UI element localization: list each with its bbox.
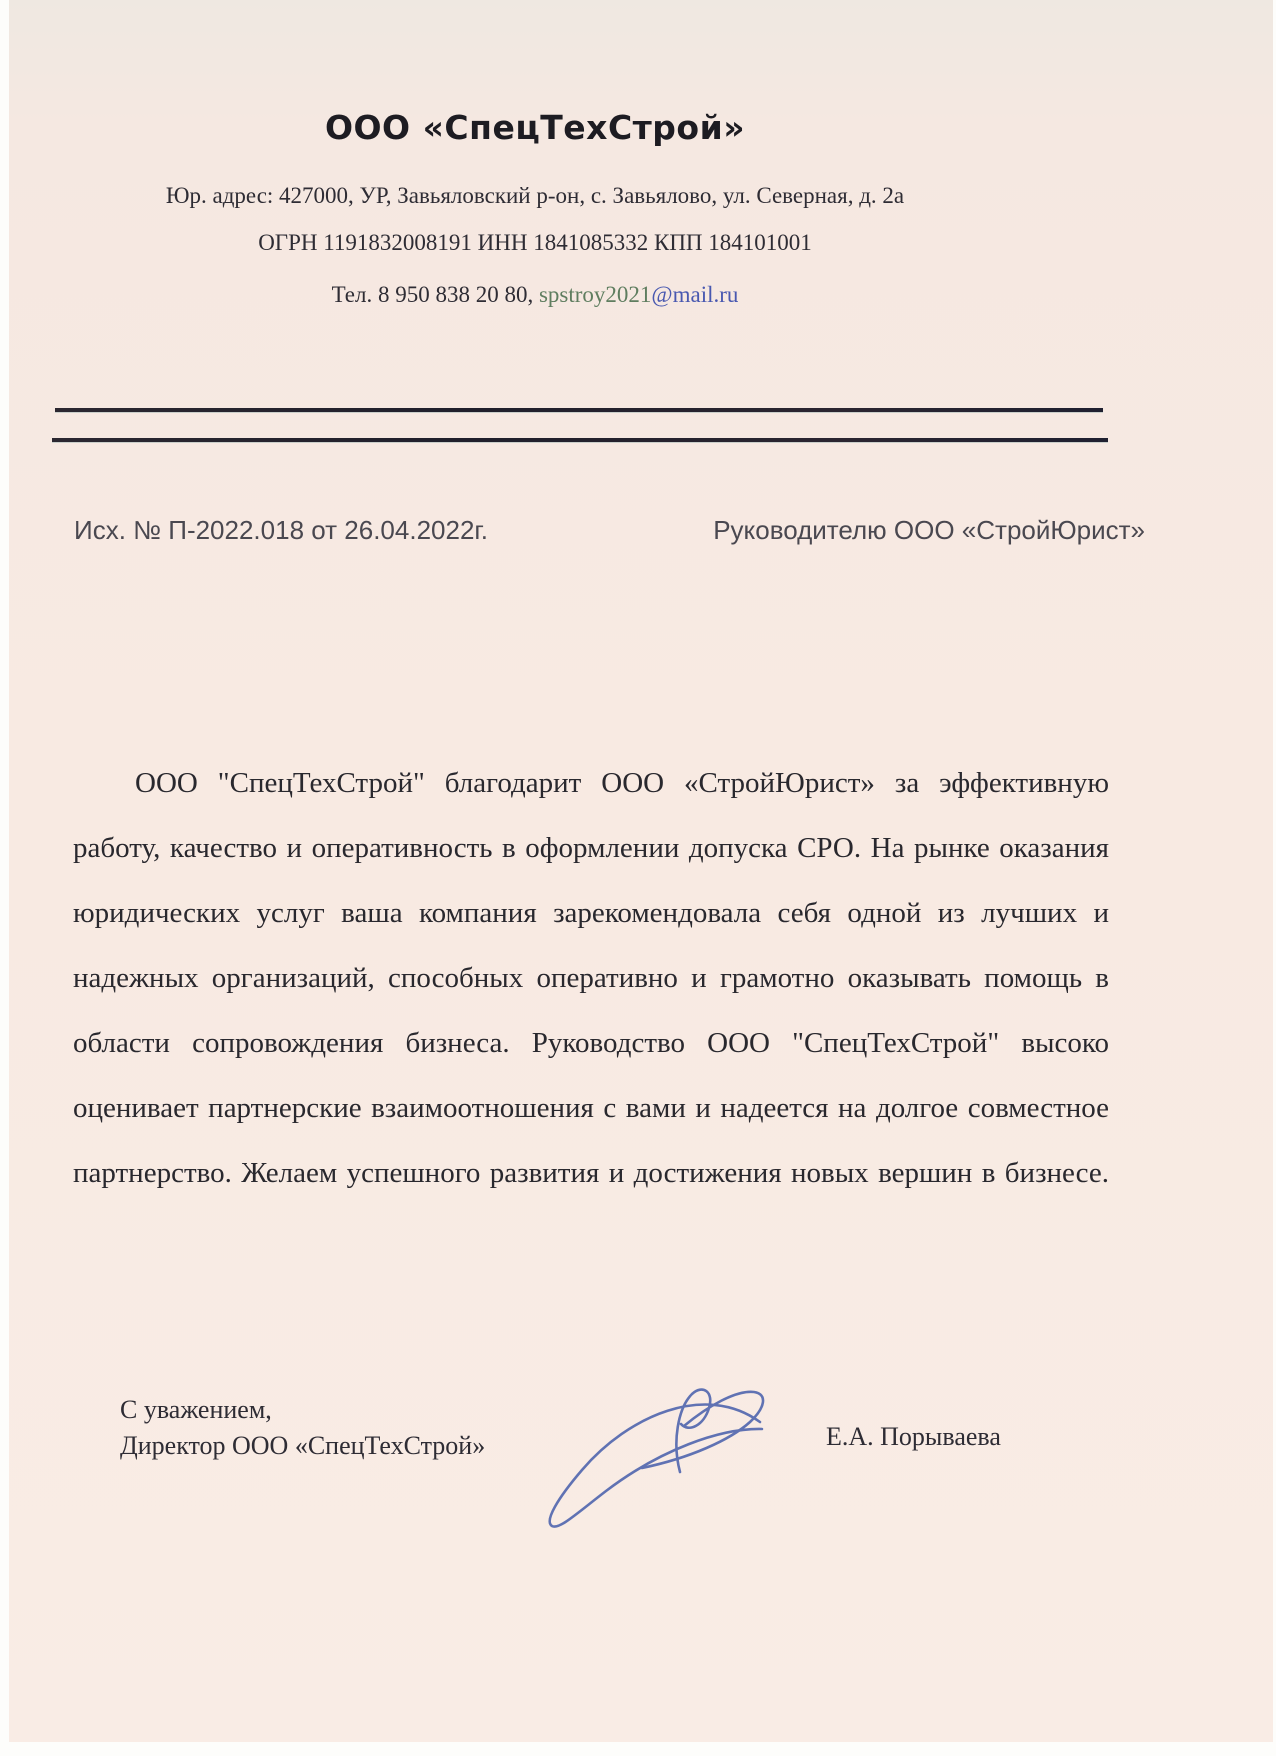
body-line: оценивает партнерские взаимоотношения с вами и надеется на долгое совместное: [73, 1092, 1109, 1124]
email-address-domain: @mail.ru: [651, 282, 739, 307]
company-name: ООО «СпецТехСтрой»: [324, 108, 746, 147]
signer-title: Директор ООО «СпецТехСтрой»: [120, 1431, 486, 1460]
body-line: партнерство. Желаем успешного развития и достижения новых вершин в бизнесе.: [73, 1157, 1109, 1189]
outgoing-number: Исх. № П-2022.018 от 26.04.2022г.: [74, 515, 488, 545]
header-divider-top: [55, 408, 1103, 412]
body-line: надежных организаций, способных оперативно и грамотно оказывать помощь в: [73, 962, 1109, 994]
handwritten-signature: [520, 1350, 850, 1580]
addressee: Руководителю ООО «СтройЮрист»: [713, 515, 1145, 545]
header-divider-bottom: [52, 438, 1108, 442]
scan-edge-bottom: [0, 1742, 1276, 1756]
email-address-user: spstroy2021: [538, 282, 652, 307]
signer-name: Е.А. Порываева: [826, 1422, 1001, 1451]
closing-salutation: С уважением,: [120, 1395, 272, 1424]
legal-address: Юр. адрес: 427000, УР, Завьяловский р-он, с. Завьялово, ул. Северная, д. 2а: [165, 183, 905, 208]
body-line: юридических услуг ваша компания зарекомендовала себя одной из лучших и: [73, 897, 1109, 929]
phone-email-line: [0, 282, 1070, 308]
body-line: ООО "СпецТехСтрой" благодарит ООО «СтройЮрист» за эффективную: [135, 767, 1109, 799]
letter-body: [73, 762, 1109, 1217]
phone-number: Тел. 8 950 838 20 80,: [331, 282, 539, 307]
body-line: области сопровождения бизнеса. Руководство ООО "СпецТехСтрой" высоко: [73, 1027, 1109, 1059]
closing-block: [120, 1392, 485, 1464]
registration-numbers: ОГРН 1191832008191 ИНН 1841085332 КПП 184101001: [258, 230, 812, 255]
scan-edge-left: [0, 0, 9, 1756]
body-line: работу, качество и оперативность в оформлении допуска СРО. На рынке оказания: [73, 832, 1109, 864]
